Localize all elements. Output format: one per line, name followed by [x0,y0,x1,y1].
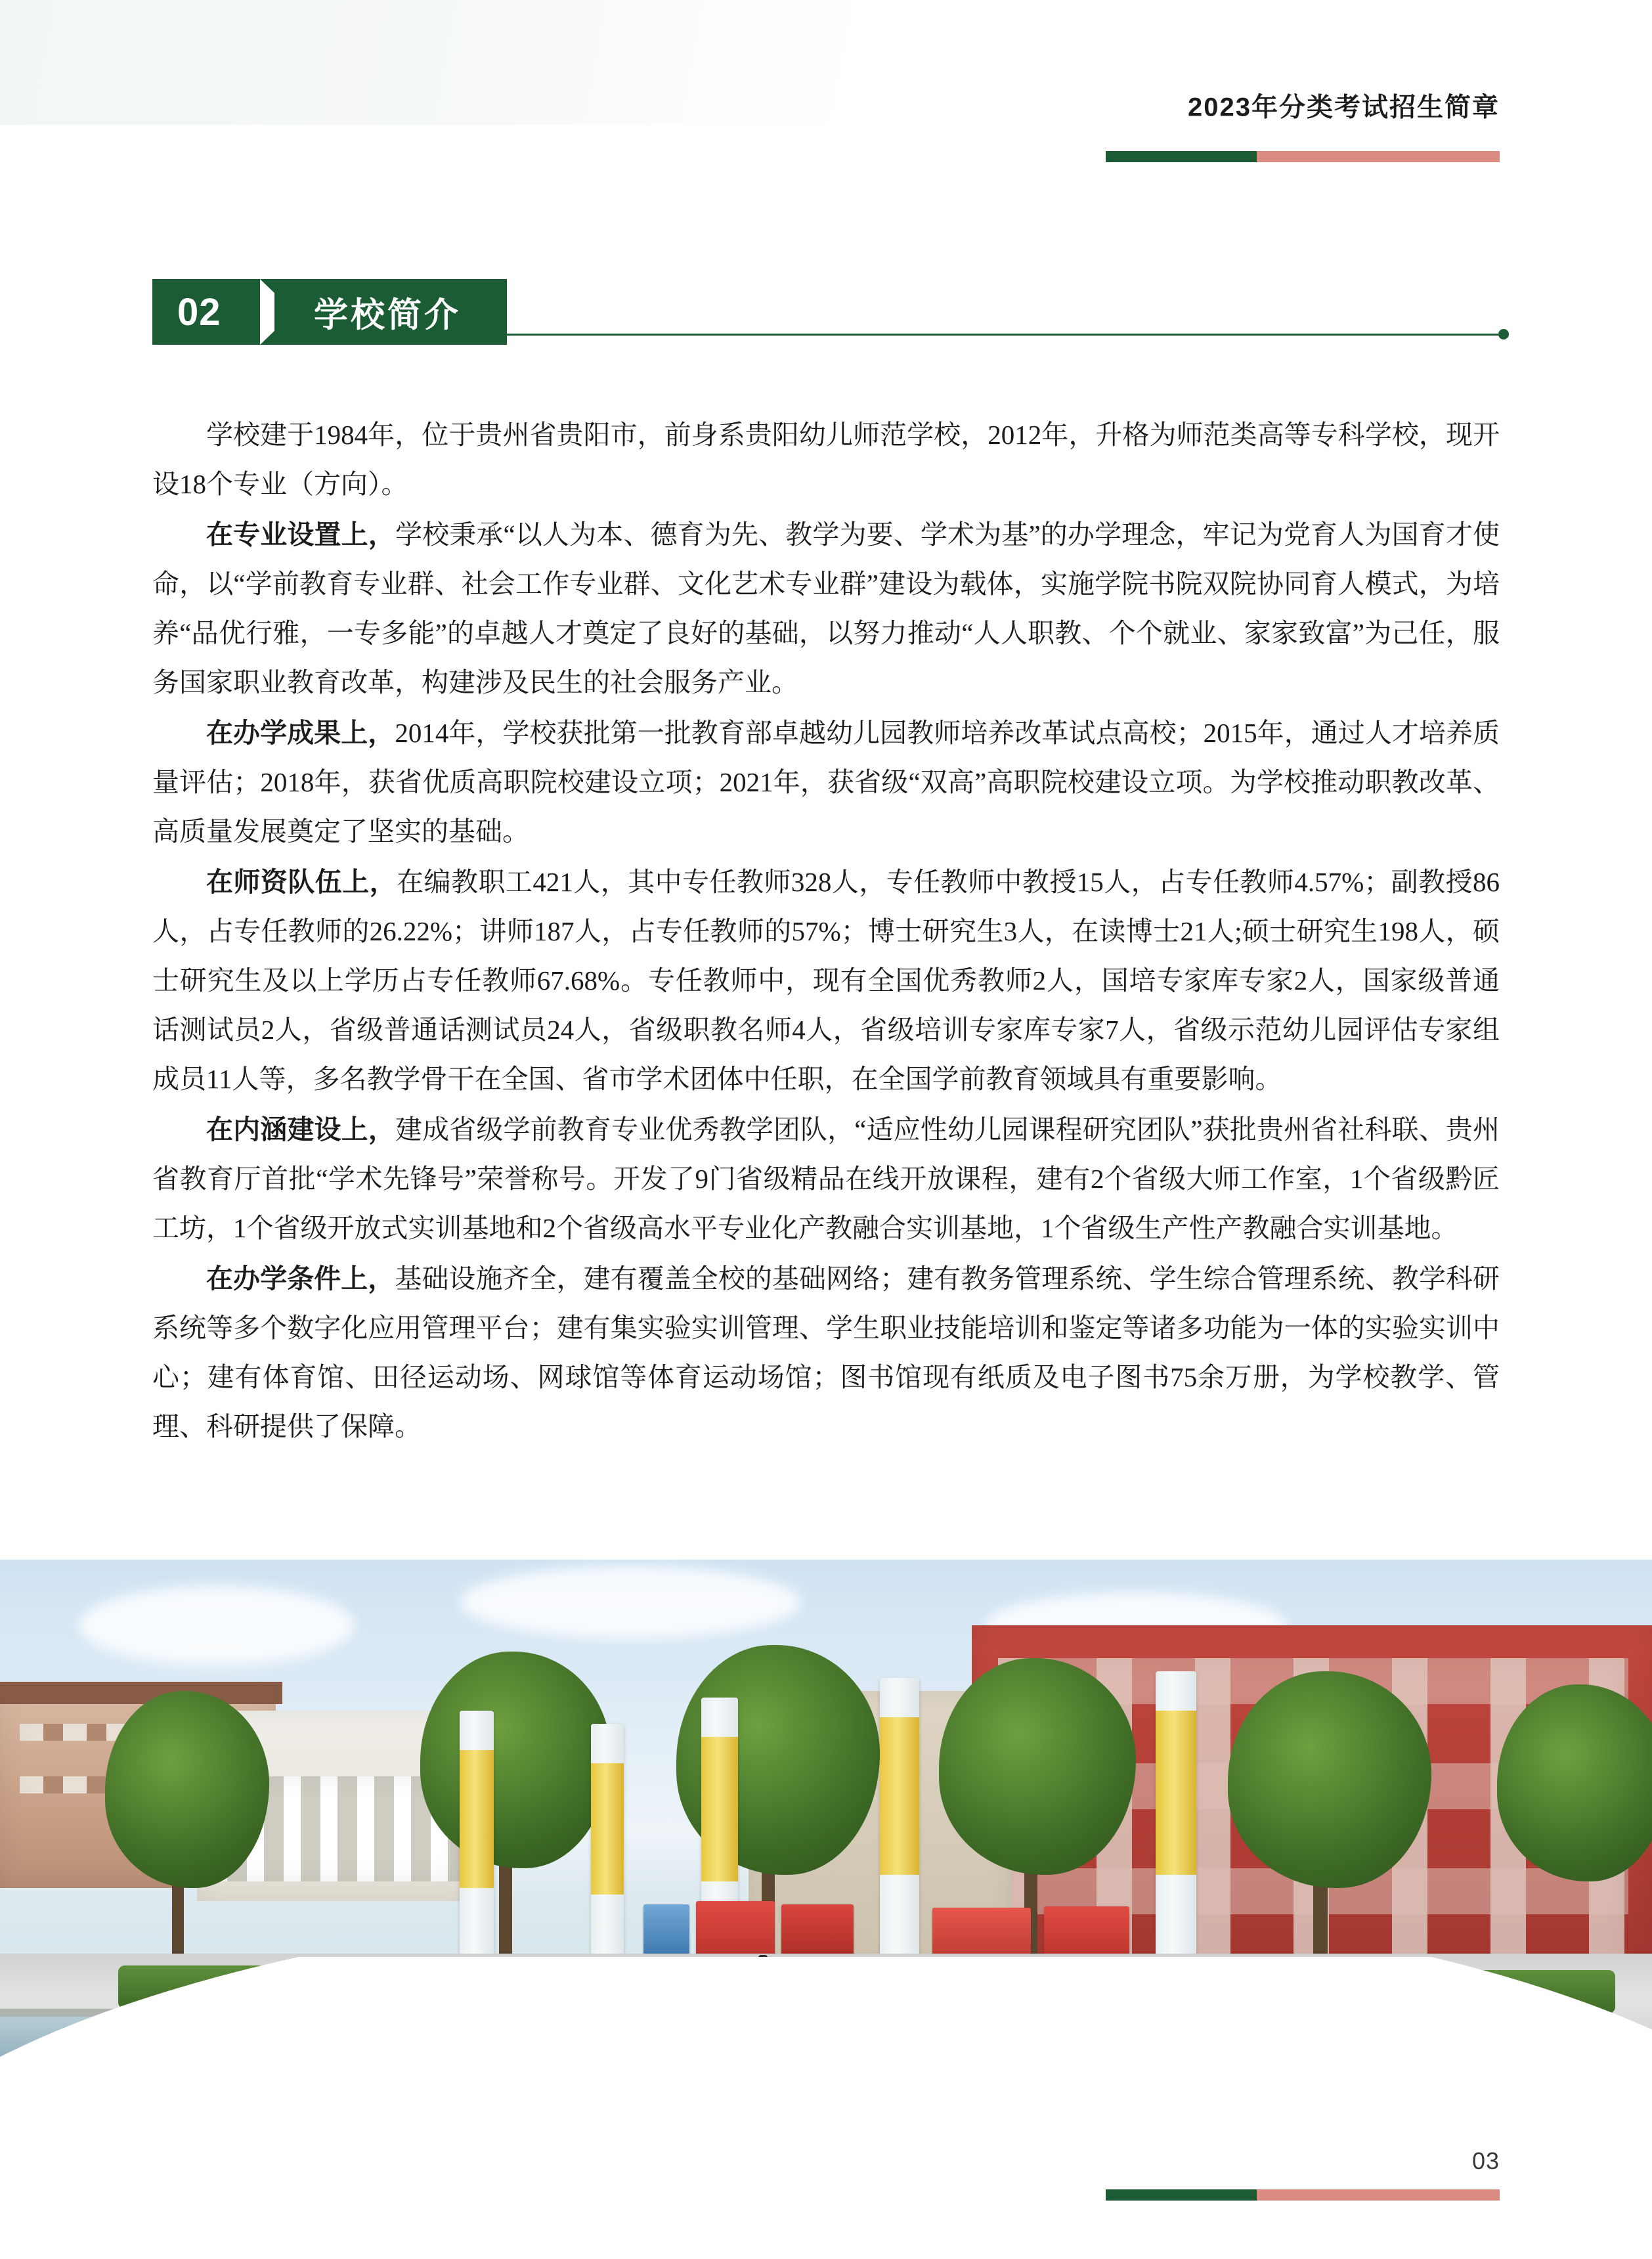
section-divider-line [507,334,1502,336]
paragraph-6-lead: 在办学条件上， [206,1263,395,1294]
paragraph-3-lead: 在办学成果上， [206,718,395,748]
paragraph-1 [152,410,1500,509]
section-divider-dot [1498,329,1509,340]
paragraph-3 [152,709,1500,856]
paragraph-6-text: 基础设施齐全，建有覆盖全校的基础网络；建有教务管理系统、学生综合管理系统、教学科研系统等多个数字化应用管理平台；建有集实验实训管理、学生职业技能培训和鉴定等诸多功能为一体的实验实训中心；建有体育馆、田径运动场、网球馆等体育运动场馆；图书馆现有纸质及电子图书75余万册，为学校教学、管理、科研提供了保障。 [152,1263,1500,1441]
page-number: 03 [1471,2147,1500,2174]
decorative-pillar [591,1724,624,1993]
paragraph-4 [152,858,1500,1104]
event-banner [696,1901,775,1960]
paragraph-6 [152,1254,1500,1451]
section-number-tag [152,279,507,345]
decorative-curve [0,1957,1652,2259]
paragraph-5 [152,1105,1500,1253]
page-header [0,0,1652,171]
paragraph-5-text: 建成省级学前教育专业优秀教学团队，“适应性幼儿园课程研究团队”获批贵州省社科联、贵州省教育厅首批“学术先锋号”荣誉称号。开发了9门省级精品在线开放课程，建有2个省级大师工作室，1个省级黔匠工坊，1个省级开放式实训基地和2个省级高水平专业化产教融合实训基地，1个省级生产性产教融合实训基地。 [152,1114,1500,1243]
paragraph-4-text: 在编教职工421人，其中专任教师328人，专任教师中教授15人，占专任教师4.57%；副教授86人，占专任教师的26.22%；讲师187人，占专任教师的57%；博士研究生3人，在读博士21人;硕士研究生198人，硕士研究生及以上学历占专任教师67.68%。专任教师中，现有全国优秀教师2人，国培专家库专家2人，国家级普通话测试员2人，省级普通话测试员24人，省级职教名师4人，省级培训专家库专家7人，省级示范幼儿园评估专家组成员11人等，多名教学骨干在全国、省市学术团体中任职，在全国学前教育领域具有重要影响。 [152,867,1500,1094]
paragraph-2-text: 学校秉承“以人为本、德育为先、教学为要、学术为基”的办学理念，牢记为党育人为国育才使命，以“学前教育专业群、社会工作专业群、文化艺术专业群”建设为载体，实施学院书院双院协同育人模式，为培养“品优行雅，一专多能”的卓越人才奠定了良好的基础，以努力推动“人人职教、个个就业、家家致富”为己任，服务国家职业教育改革，构建涉及民生的社会服务产业。 [152,519,1500,697]
pillar-gold-band [460,1750,494,1888]
event-banner [643,1904,689,1957]
decorative-pillar [1156,1671,1196,2000]
chevron-right-icon [274,279,309,345]
section-number: 02 [177,290,221,334]
building-left-roof [0,1682,282,1704]
footer-accent-bar [1106,2189,1500,2201]
pillar-gold-band [701,1737,738,1881]
decorative-pillar [460,1711,494,1993]
event-banner [932,1908,1031,1960]
header-accent-bar-pink [1257,151,1500,162]
paragraph-2 [152,510,1500,707]
cloud-shape [79,1586,355,1665]
decorative-curve-white [0,1957,1652,2259]
section-heading [152,279,1505,345]
cloud-shape [460,1566,801,1638]
tree-foliage [420,1652,611,1868]
header-accent-bar [1106,151,1500,162]
decorative-pillar [880,1678,919,1993]
header-accent-bar-green [1106,151,1257,162]
pillar-gold-band [591,1763,624,1895]
pillar-gold-band [880,1717,919,1875]
paragraph-3-text: 2014年，学校获批第一批教育部卓越幼儿园教师培养改革试点高校；2015年，通过人才培养质量评估；2018年，获省优质高职院校建设立项；2021年，获省级“双高”高职院校建设立项。为学校推动职教改革、高质量发展奠定了坚实的基础。 [152,718,1500,846]
footer-accent-bar-pink [1257,2189,1500,2201]
footer-accent-bar-green [1106,2189,1257,2201]
tree-foliage [1228,1671,1431,1888]
paragraph-5-lead: 在内涵建设上， [206,1114,395,1145]
header-title: 2023年分类考试招生简章 [1188,93,1500,122]
section-title: 学校简介 [314,296,462,335]
pillar-gold-band [1156,1711,1196,1875]
tree-foliage [105,1691,269,1888]
paragraph-1-text: 学校建于1984年，位于贵州省贵阳市，前身系贵阳幼儿师范学校，2012年，升格为师范类高等专科学校，现开设18个专业（方向）。 [152,420,1500,499]
article-body [152,410,1500,1453]
event-banner [781,1904,854,1960]
paragraph-2-lead: 在专业设置上， [206,519,395,550]
tree-foliage [1497,1684,1652,1881]
tree-foliage [939,1658,1136,1875]
paragraph-4-lead: 在师资队伍上， [206,867,397,897]
